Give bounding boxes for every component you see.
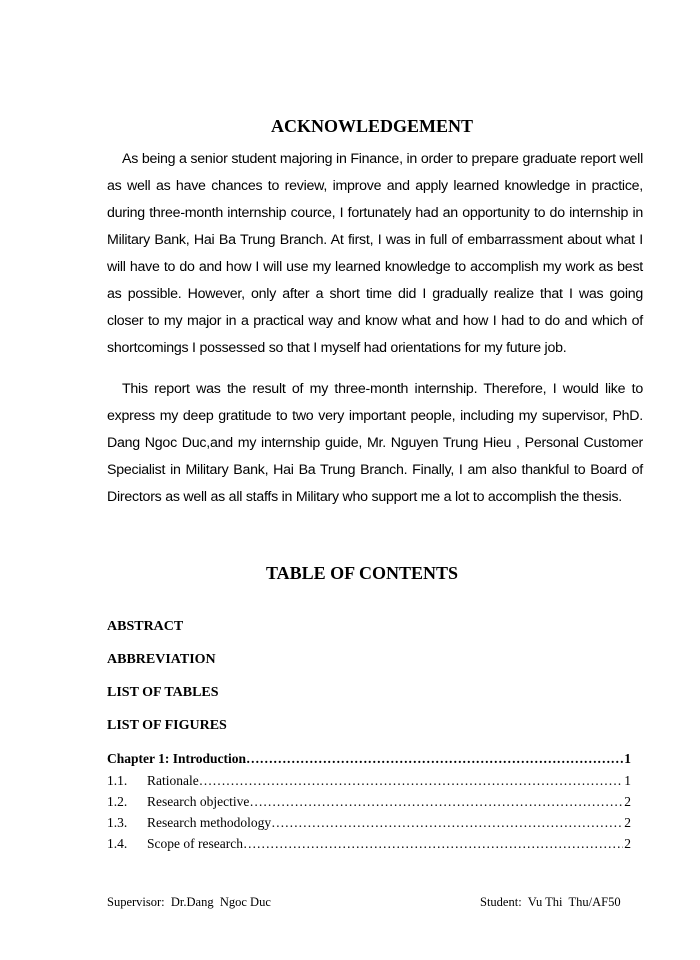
toc-item-chapter-1	[107, 751, 631, 767]
toc-section-label: Research methodology	[147, 815, 272, 830]
toc-page-number: 2	[624, 794, 631, 809]
toc-chapter-label: Chapter 1: Introduction	[107, 751, 247, 766]
toc-item-list-of-tables: LIST OF TABLES	[107, 685, 219, 700]
toc-item-list-of-figures: LIST OF FIGURES	[107, 718, 227, 733]
toc-page-number: 1	[624, 751, 631, 766]
toc-item-section	[107, 794, 631, 810]
toc-dot-leader	[199, 773, 624, 789]
footer-student: Student: Vu Thi Thu/AF50	[480, 895, 621, 909]
toc-section-label: Scope of research	[147, 836, 243, 851]
toc-title: TABLE OF CONTENTS	[265, 563, 459, 583]
toc-item-section	[107, 836, 631, 852]
toc-item-abbreviation: ABBREVIATION	[107, 652, 216, 667]
toc-section-number: 1.4.	[107, 836, 128, 851]
toc-section-label: Research objective	[147, 794, 250, 809]
toc-item-abstract: ABSTRACT	[107, 619, 184, 634]
acknowledgement-paragraph-1: As being a senior student majoring in Finance, in order to prepare graduate report well as well as have chances to review, improve and apply learned knowledge in practice, during three-month internship cource, I fortunately had an opportunity to do internship in Military Bank, Hai Ba Trung Branch. At first, I was in full of embarrassment about what I will have to do and how I will use my learned knowledge to accomplish my work as best as possible. However, only after a short time did I gradually realize that I was going closer to my major in a practical way and know what and how I had to do and which of shortcomings I possessed so that I myself had orientations for my future job.	[107, 151, 643, 356]
acknowledgement-paragraph-2: This report was the result of my three-month internship. Therefore, I would like to express my deep gratitude to two very important people, including my supervisor, PhD. Dang Ngoc Duc,and my internship guide, Mr. Nguyen Trung Hieu , Personal Customer Specialist in Military Bank, Hai Ba Trung Branch. Finally, I am also thankful to Board of Directors as well as all staffs in Military who support me a lot to accomplish the thesis.	[107, 381, 643, 505]
toc-section-label: Rationale	[147, 773, 199, 788]
toc-item-section	[107, 815, 631, 831]
toc-item-section	[107, 773, 631, 789]
toc-dot-leader	[246, 751, 623, 767]
toc-dot-leader	[271, 815, 623, 831]
toc-section-number: 1.1.	[107, 773, 128, 788]
footer-supervisor: Supervisor: Dr.Dang Ngoc Duc	[107, 895, 271, 909]
toc-dot-leader	[243, 836, 623, 852]
acknowledgement-title: ACKNOWLEDGEMENT	[270, 116, 474, 136]
toc-dot-leader	[249, 794, 623, 810]
toc-page-number: 2	[624, 836, 631, 851]
toc-section-number: 1.2.	[107, 794, 128, 809]
toc-section-number: 1.3.	[107, 815, 128, 830]
toc-page-number: 2	[624, 815, 631, 830]
toc-page-number: 1	[624, 773, 631, 788]
